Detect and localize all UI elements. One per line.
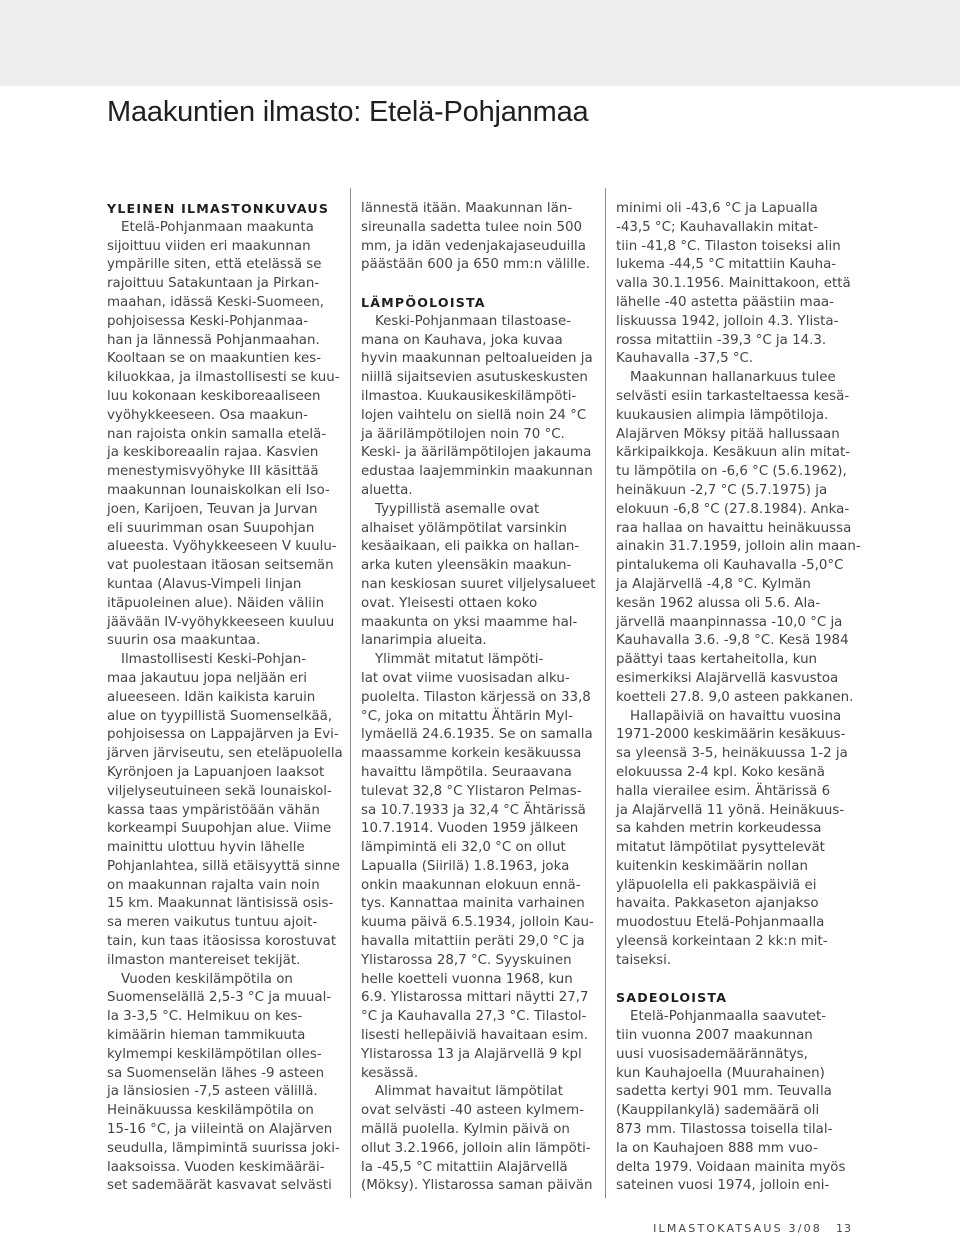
text-line: suurin osa maakuntaa. [107,633,261,649]
paragraph-gap [616,971,852,990]
text-line: puolelta. Tilaston kärjessä on 33,8 [361,689,591,705]
text-line: arka kuten yleensäkin maakun- [361,558,572,574]
text-line: maassamme korkein kesäkuussa [361,746,582,762]
text-line: sa kahden metrin korkeudessa [616,821,822,837]
text-line: Ylistarossa 28,7 °C. Syyskuinen [361,952,572,968]
text-line: sadetta kertyi 901 mm. Teuvalla [616,1084,832,1100]
text-line: lukema -44,5 °C mitattiin Kauha- [616,257,837,273]
text-line: taiseksi. [616,952,672,968]
text-line: Lapualla (Siirilä) 1.8.1963, joka [361,858,570,874]
text-line: mitatut lämpötilat pysyttelevät [616,840,825,856]
text-line: lojen vaihtelu on siellä noin 24 °C [361,407,587,423]
text-line: tys. Kannattaa mainita varhainen [361,896,585,912]
text-line: yleensä korkeintaan 2 kk:n mit- [616,934,828,950]
text-line: mm, ja idän vedenjakajaseuduilla [361,238,586,254]
text-line: korkeampi Suupohjan alue. Viime [107,821,332,837]
text-line: kuukausien alimpia lämpötiloja. [616,407,829,423]
text-line: Suomenselällä 2,5-3 °C ja muual- [107,990,332,1006]
text-line: raa hallaa on havaittu heinäkuussa [616,520,852,536]
text-line: vyöhykkeeseen. Osa maakun- [107,407,308,423]
text-line: Alajärven Möksy pitää hallussaan [616,426,840,442]
text-line: Keski-Pohjanmaan tilastoase- [375,313,572,329]
text-line: seudulla, lämpimintä suurissa joki- [107,1140,340,1156]
text-line: liskuussa 1942, jolloin 4.3. Ylista- [616,313,839,329]
text-line: nan rajoista onkin samalla etelä- [107,426,327,442]
text-line: elokuussa 2-4 kpl. Koko kesänä [616,764,825,780]
text-line: valla 30.1.1956. Mainittakoon, että [616,276,851,292]
text-line: pintalukema oli Kauhavalla -5,0°C [616,558,844,574]
text-line: Pohjanlahtea, sillä etäisyyttä sinne [107,858,341,874]
page-number: 13 [836,1222,852,1235]
text-line: esimerkiksi Alajärvellä kasvustoa [616,670,839,686]
text-line: kun Kauhajoella (Muurahainen) [616,1065,825,1081]
text-line: alhaiset yölämpötilat varsinkin [361,520,568,536]
text-line: tu lämpötila on -6,6 °C (5.6.1962), [616,464,847,480]
text-line: ja Alajärvellä -4,8 °C. Kylmän [616,576,811,592]
text-line: nan keskiosan suuret viljelysalueet [361,576,596,592]
text-line: ainakin 31.7.1959, jolloin alin maan- [616,539,861,555]
text-line: 10.7.1914. Vuoden 1959 jälkeen [361,821,579,837]
text-line: 1971-2000 keskimäärin kesäkuus- [616,727,846,743]
text-line: ilmastoa. Kuukausikeskilämpöti- [361,388,577,404]
text-line: Kyrönjoen ja Lapuanjoen laaksot [107,764,325,780]
paragraph-gap [361,275,597,294]
text-line: sijoittuu viiden eri maakunnan [107,238,311,254]
text-line: tiin -41,8 °C. Tilaston toiseksi alin [616,238,841,254]
text-line: pohjoisessa on Lappajärven ja Evi- [107,727,339,743]
text-line: kuuma päivä 6.5.1934, jolloin Kau- [361,915,594,931]
text-line: sa 10.7.1933 ja 32,4 °C Ähtärissä [361,802,586,818]
text-line: kesäaikaan, eli paikka on hallan- [361,539,580,555]
text-line: tulevat 32,8 °C Ylistaron Pelmas- [361,783,582,799]
text-line: ja keskiboreaalin rajaa. Kasvien [107,445,319,461]
text-line: sireunalla sadetta tulee noin 500 [361,219,583,235]
text-line: Maakunnan hallanarkuus tulee [630,370,836,386]
text-line: kuitenkin keskimäärin nollan [616,858,808,874]
text-line: la 3-3,5 °C. Helmikuu on kes- [107,1009,303,1025]
text-line: lämpimintä eli 32,0 °C on ollut [361,840,566,856]
text-line: kassa taas ympäristöään vähän [107,802,320,818]
text-line: mällä puolella. Kylmin päivä on [361,1122,570,1138]
text-line: ja länsiosien -7,5 asteen välillä. [107,1084,318,1100]
text-line: joen, Karijoen, Teuvan ja Jurvan [107,501,318,517]
text-line: pohjoisessa Keski-Pohjanmaa- [107,313,309,329]
text-line: ympärille siten, että etelässä se [107,257,322,273]
text-line: Alimmat havaitut lämpötilat [375,1084,563,1100]
text-line: sa yleensä 3-5, heinäkuussa 1-2 ja [616,746,848,762]
text-line: set sademäärät kasvavat selvästi [107,1178,332,1194]
text-line: uusi vuosisademäärännätys, [616,1046,808,1062]
text-line: alueeseen. Idän kaikista karuin [107,689,316,705]
text-line: la -45,5 °C mitattiin Alajärvellä [361,1159,568,1175]
text-line: havalla mitattiin peräti 29,0 °C ja [361,934,585,950]
header-band [0,0,960,86]
text-line: lisesti hellepäiviä havaitaan esim. [361,1028,588,1044]
text-line: kuntaa (Alavus-Vimpeli linjan [107,576,302,592]
text-line: sateinen vuosi 1974, jolloin eni- [616,1178,830,1194]
text-line: kesässä. [361,1065,419,1081]
section-heading: YLEINEN ILMASTONKUVAUS [107,201,330,216]
text-line: ja äärilämpötilojen noin 70 °C. [361,426,565,442]
text-line: 873 mm. Tilastossa toisella tilal- [616,1122,833,1138]
text-line: on maakunnan rajalta vain noin [107,877,320,893]
text-line: kiluokkaa, ja ilmastollisesti se kuu- [107,370,340,386]
text-line: edustaa laajemminkin maakunnan [361,464,593,480]
text-column-1 [107,200,343,1196]
text-line: rossa mitattiin -39,3 °C ja 14.3. [616,332,827,348]
text-line: Etelä-Pohjanmaan maakunta [121,219,314,235]
text-line: maakunnan lounaiskolkan eli Iso- [107,482,330,498]
text-line: päättyi taas kertaheitolla, kun [616,652,818,668]
text-line: Kooltaan se on maakuntien kes- [107,351,322,367]
text-line: menestymisvyöhyke III käsittää [107,464,319,480]
text-line: ovat selvästi -40 asteen kylmem- [361,1103,584,1119]
text-line: elokuun -6,8 °C (27.8.1984). Anka- [616,501,850,517]
text-line: kesän 1962 alussa oli 5.6. Ala- [616,595,821,611]
text-line: 15-16 °C, ja viileintä on Alajärven [107,1122,333,1138]
text-line: lanarimpia alueita. [361,633,487,649]
text-line: päästään 600 ja 650 mm:n välille. [361,257,590,273]
text-line: ilmaston mantereiset tekijät. [107,952,301,968]
text-line: Kauhavalla 3.6. -9,8 °C. Kesä 1984 [616,633,849,649]
text-line: mana on Kauhava, joka kuvaa [361,332,563,348]
text-line: Tyypillistä asemalle ovat [375,501,540,517]
text-line: delta 1979. Voidaan mainita myös [616,1159,846,1175]
text-line: minimi oli -43,6 °C ja Lapualla [616,201,818,216]
text-line: Ylimmät mitatut lämpöti- [375,652,544,668]
text-line: maahan, idässä Keski-Suomeen, [107,294,325,310]
text-line: Etelä-Pohjanmaalla saavutet- [630,1009,827,1025]
column-divider [350,188,351,1198]
text-line: halla vierailee esim. Ähtärissä 6 [616,783,831,799]
text-line: la on Kauhajoen 888 mm vuo- [616,1140,818,1156]
text-line: eli suurimman osan Suupohjan [107,520,315,536]
text-column-2 [361,200,597,1196]
text-line: Hallapäiviä on havaittu vuosina [630,708,842,724]
text-line: maa jakautuu jopa neljään eri [107,670,307,686]
text-line: °C ja Kauhavalla 27,3 °C. Tilastol- [361,1009,587,1025]
text-line: lännestä itään. Maakunnan län- [361,201,573,216]
text-line: jäävään IV-vyöhykkeeseen kuuluu [107,614,335,630]
text-line: luu kokonaan keskiboreaaliseen [107,388,321,404]
text-line: Ylistarossa 13 ja Alajärvellä 9 kpl [361,1046,582,1062]
text-line: alueesta. Vyöhykkeeseen V kuulu- [107,539,337,555]
text-line: Kauhavalla -37,5 °C. [616,351,754,367]
publication-name: ILMASTOKATSAUS 3/08 [653,1222,822,1235]
text-line: 6.9. Ylistarossa mittari näytti 27,7 [361,990,589,1006]
text-line: laaksoissa. Vuoden keskimääräi- [107,1159,325,1175]
text-line: lähelle -40 astetta päästiin maa- [616,294,834,310]
column-divider [605,188,606,1198]
text-line: Vuoden keskilämpötila on [121,971,293,987]
text-line: rajoittuu Satakuntaan ja Pirkan- [107,276,320,292]
text-line: han ja lännessä Pohjanmaahan. [107,332,320,348]
text-line: Heinäkuussa keskilämpötila on [107,1103,314,1119]
text-line: aluetta. [361,482,413,498]
text-line: (Möksy). Ylistarossa saman päivän [361,1178,593,1194]
page-footer [653,1222,852,1235]
text-line: -43,5 °C; Kauhavallakin mitat- [616,219,818,235]
text-line: (Kauppilankylä) sademäärä oli [616,1103,820,1119]
text-line: lat ovat viime vuosisadan alku- [361,670,570,686]
text-line: kylmempi keskilämpötilan olles- [107,1046,322,1062]
text-line: Ilmastollisesti Keski-Pohjan- [121,652,307,668]
section-heading: SADEOLOISTA [616,990,728,1006]
text-line: helle koetteli vuonna 1968, kun [361,971,573,987]
text-line: tain, kun taas itäosissa korostuvat [107,934,337,950]
text-line: maakunta on yksi maamme hal- [361,614,578,630]
text-line: onkin maakunnan elokuun ennä- [361,877,581,893]
text-line: itäpuoleinen alue). Näiden väliin [107,595,325,611]
section-heading: LÄMPÖOLOISTA [361,294,486,310]
text-line: ja Alajärvellä 11 yönä. Heinäkuus- [616,802,845,818]
page-title: Maakuntien ilmasto: Etelä-Pohjanmaa [107,96,589,128]
text-line: heinäkuun -2,7 °C (5.7.1975) ja [616,482,828,498]
text-line: mainittu ulottuu hyvin lähelle [107,840,305,856]
text-line: yläpuolella eli pakkaspäiviä ei [616,877,817,893]
text-line: niillä sijaitsevien asutuskeskusten [361,370,588,386]
text-line: havaita. Pakkaseton ajanjakso [616,896,819,912]
text-line: muodostuu Etelä-Pohjanmaalla [616,915,825,931]
text-line: kimäärin hieman tammikuuta [107,1028,306,1044]
text-line: havaittu lämpötila. Seuraavana [361,764,572,780]
text-line: sa Suomenselän lähes -9 asteen [107,1065,325,1081]
text-line: järven järviseutu, sen eteläpuolella [107,746,343,762]
text-line: vat puolestaan itäosan seitsemän [107,558,334,574]
text-line: ollut 3.2.1966, jolloin alin lämpöti- [361,1140,591,1156]
text-line: sa meren vaikutus tuntuu ajoit- [107,915,318,931]
text-line: hyvin maakunnan peltoalueiden ja [361,351,593,367]
text-column-3 [616,200,861,1196]
text-line: °C, joka on mitattu Ähtärin Myl- [361,708,573,724]
text-line: selvästi esiin tarkasteltaessa kesä- [616,388,850,404]
text-line: 15 km. Maakunnat läntisissä osis- [107,896,334,912]
text-line: kärkipaikkoja. Kesäkuun alin mitat- [616,445,851,461]
text-line: koetteli 27.8. 9,0 asteen pakkanen. [616,689,854,705]
text-line: tiin vuonna 2007 maakunnan [616,1028,813,1044]
text-line: Keski- ja äärilämpötilojen jakauma [361,445,592,461]
text-line: ovat. Yleisesti ottaen koko [361,595,538,611]
text-line: viljelyseutuineen sekä lounaiskol- [107,783,332,799]
text-line: järvellä maanpinnassa -10,0 °C ja [616,614,843,630]
text-line: alue on tyypillistä Suomenselkää, [107,708,333,724]
text-line: lymäellä 24.6.1935. Se on samalla [361,727,593,743]
